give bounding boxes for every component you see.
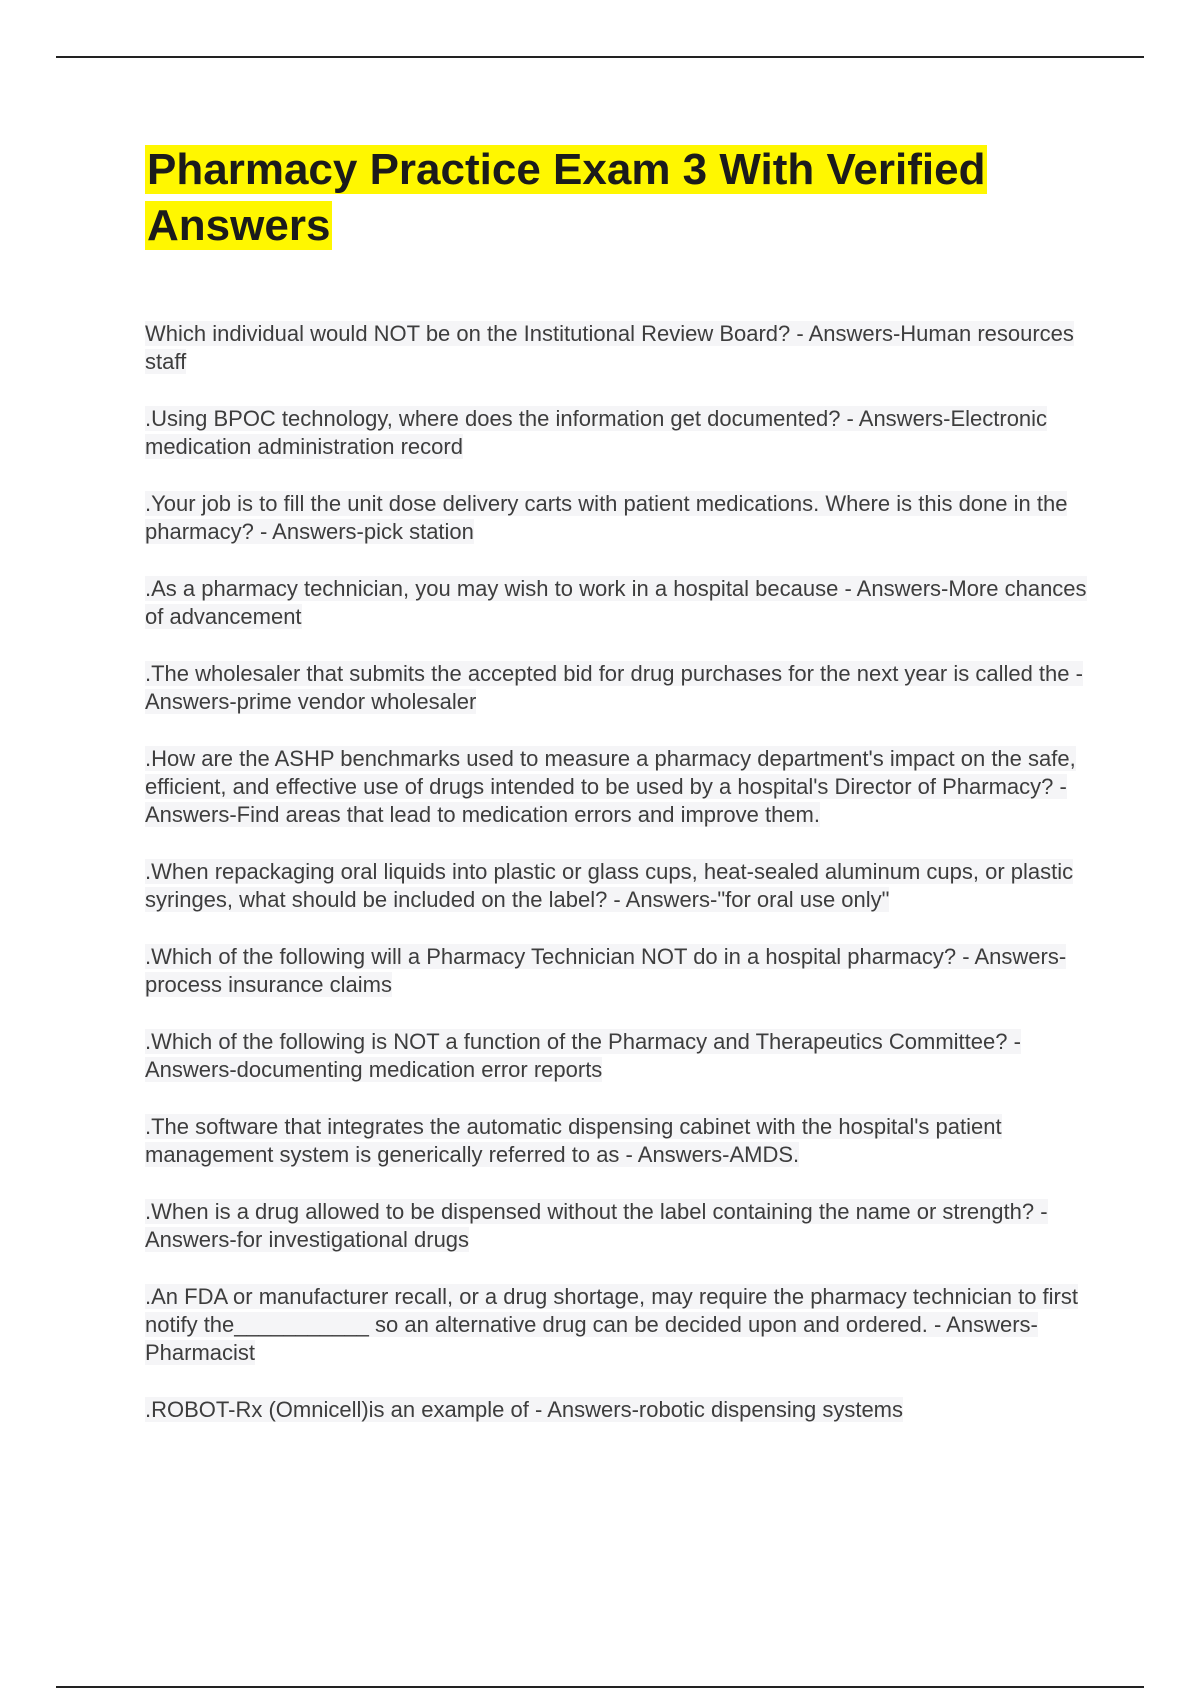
qa-item [145, 1396, 1095, 1424]
qa-item [145, 1113, 1095, 1169]
qa-item-text: .Which of the following is NOT a function of the Pharmacy and Therapeutics Committee? - Answers-documenting medication error reports [145, 1029, 1021, 1082]
bottom-divider [56, 1686, 1144, 1688]
qa-item [145, 1283, 1095, 1367]
document-body [145, 142, 1095, 1453]
qa-item [145, 490, 1095, 546]
top-divider [56, 56, 1144, 58]
document-title [145, 142, 1095, 254]
document-title-text: Pharmacy Practice Exam 3 With Verified Answers [147, 145, 986, 250]
qa-item-text: .The wholesaler that submits the accepted bid for drug purchases for the next year is called the - Answers-prime vendor wholesaler [145, 661, 1083, 714]
qa-item-text: .ROBOT-Rx (Omnicell)is an example of - Answers-robotic dispensing systems [145, 1397, 904, 1422]
qa-item-text: .How are the ASHP benchmarks used to measure a pharmacy department's impact on the safe, efficient, and effective use of drugs intended to be used by a hospital's Director of Pharmacy? - Answers-Find areas that lead to medication errors and improve them. [145, 746, 1076, 827]
qa-item-text: Which individual would NOT be on the Institutional Review Board? - Answers-Human resources staff [145, 321, 1074, 374]
qa-item-text: .When is a drug allowed to be dispensed without the label containing the name or strength? - Answers-for investigational drugs [145, 1199, 1048, 1252]
qa-item-text: .Your job is to fill the unit dose delivery carts with patient medications. Where is this done in the pharmacy? - Answers-pick station [145, 491, 1068, 544]
qa-item [145, 943, 1095, 999]
qa-item [145, 405, 1095, 461]
qa-item-text: .Which of the following will a Pharmacy Technician NOT do in a hospital pharmacy? - Answers-process insurance claims [145, 944, 1067, 997]
qa-item-text: .Using BPOC technology, where does the information get documented? - Answers-Electronic medication administration record [145, 406, 1048, 459]
qa-item [145, 575, 1095, 631]
qa-item [145, 745, 1095, 829]
qa-item [145, 858, 1095, 914]
qa-item [145, 660, 1095, 716]
qa-item-text: .When repackaging oral liquids into plastic or glass cups, heat-sealed aluminum cups, or plastic syringes, what should be included on the label? - Answers-"for oral use only" [145, 859, 1074, 912]
qa-item-text: .An FDA or manufacturer recall, or a drug shortage, may require the pharmacy technician to first notify the___________ so an alternative drug can be decided upon and ordered. - Answers-Pharmacist [145, 1284, 1078, 1365]
qa-item [145, 320, 1095, 376]
qa-item [145, 1198, 1095, 1254]
qa-item-text: .The software that integrates the automatic dispensing cabinet with the hospital's patient management system is generically referred to as - Answers-AMDS. [145, 1114, 1002, 1167]
qa-list [145, 320, 1095, 1424]
qa-item [145, 1028, 1095, 1084]
qa-item-text: .As a pharmacy technician, you may wish to work in a hospital because - Answers-More chances of advancement [145, 576, 1087, 629]
